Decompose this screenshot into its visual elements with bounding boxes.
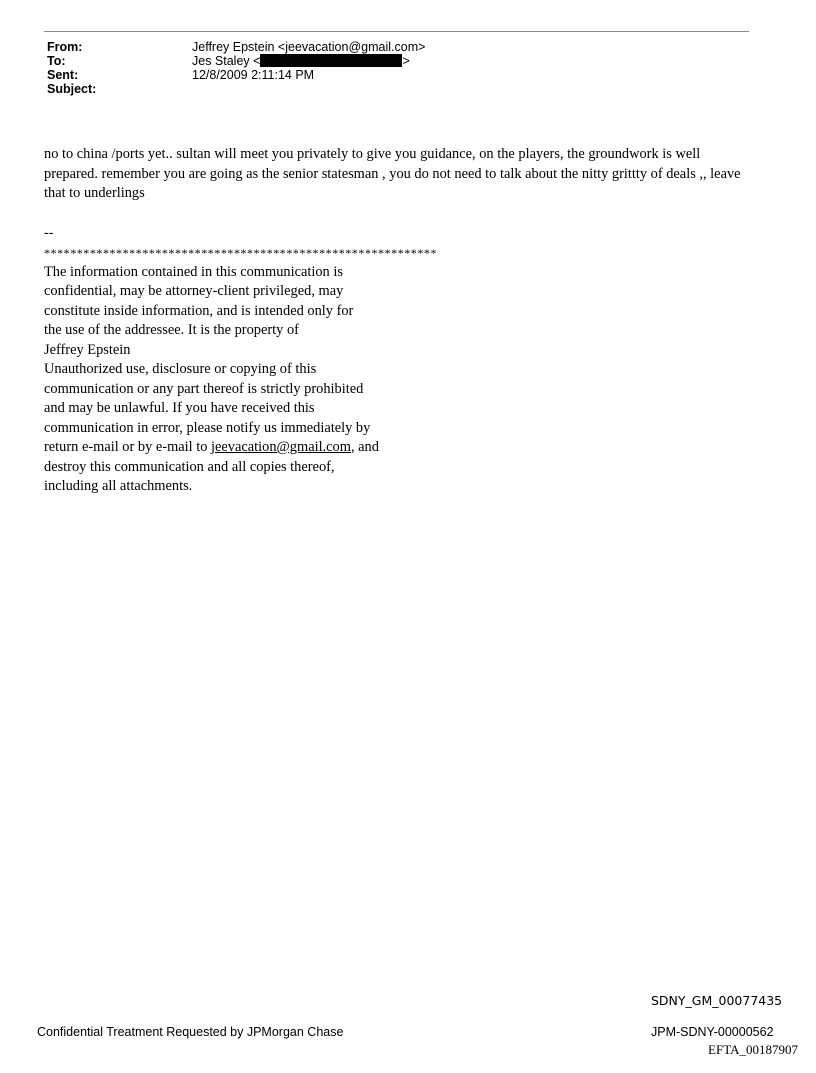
signature-block [44,224,514,497]
confidential-footer: Confidential Treatment Requested by JPMorgan Chase [37,1025,344,1039]
disclaimer-line: destroy this communication and all copies thereof, [44,458,335,475]
to-value [192,54,410,68]
redaction-box [260,54,402,67]
to-name: Jes Staley < [192,54,261,68]
sent-label: Sent: [47,68,79,82]
signature-dashes: -- [44,225,54,241]
bates-number-jpm: JPM-SDNY-00000562 [651,1025,774,1039]
disclaimer-line: and may be unlawful. If you have received this [44,400,315,416]
header-divider [44,31,749,32]
disclaimer-line: Jeffrey Epstein [44,341,131,358]
disclaimer-line: communication in error, please notify us immediately by [44,419,371,436]
signature-stars: ************************************************************ [44,245,437,260]
bates-number-sdny: SDNY_GM_00077435 [651,993,783,1008]
to-label: To: [47,54,66,68]
return-suffix: , and [350,439,379,455]
sent-value: 12/8/2009 2:11:14 PM [192,68,315,82]
return-prefix: return e-mail or by e-mail to [44,439,212,455]
from-label: From: [47,40,83,54]
email-link[interactable]: jeevacation@gmail.com [211,439,351,455]
disclaimer-line: confidential, may be attorney-client privileged, may [44,283,344,299]
message-body: no to china /ports yet.. sultan will meet you privately to give you guidance, on the players, the groundwork is well prepared. remember you are going as the senior statesman , you do not need to talk about the nitty grittty of deals ,, leave that to underlings [44,146,741,201]
disclaimer-line: communication or any part thereof is strictly prohibited [44,380,364,397]
disclaimer-line: The information contained in this communication is [44,263,343,280]
disclaimer-line: Unauthorized use, disclosure or copying of this [44,361,317,377]
disclaimer-line: the use of the addressee. It is the property of [44,322,299,338]
disclaimer-line: including all attachments. [44,478,193,494]
bates-number-efta: EFTA_00187907 [708,1042,798,1057]
subject-label: Subject: [47,82,97,96]
disclaimer-line: constitute inside information, and is intended only for [44,302,354,319]
from-value: Jeffrey Epstein <jeevacation@gmail.com> [192,40,426,54]
disclaimer-line-return [44,438,514,458]
to-close: > [402,54,410,68]
